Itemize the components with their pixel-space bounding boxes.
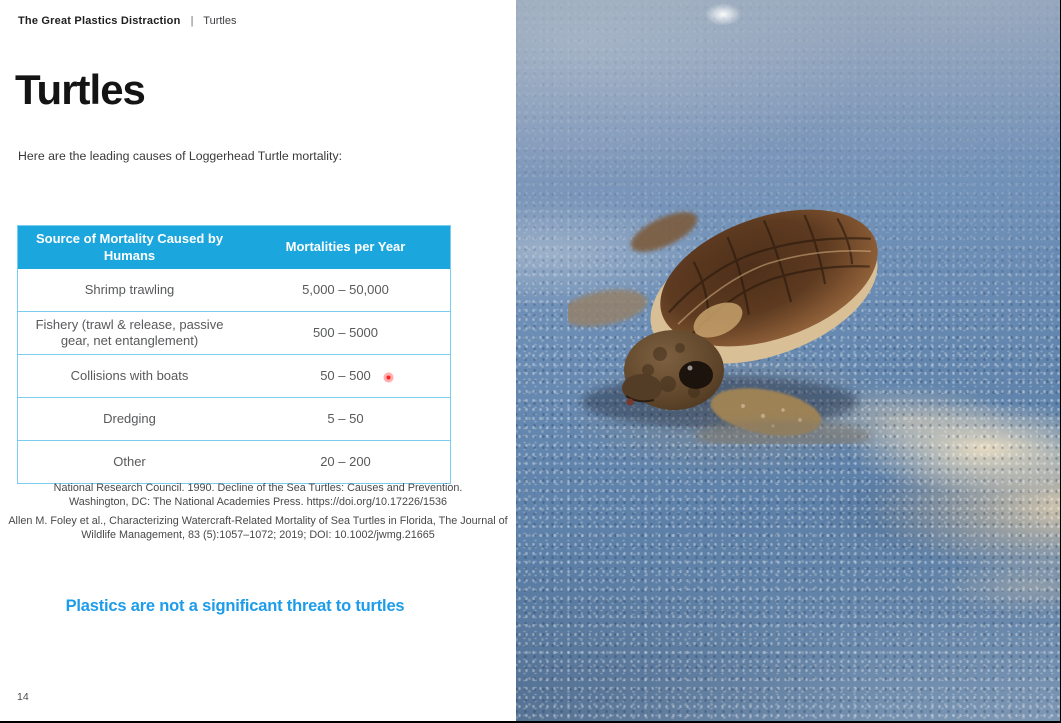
breadcrumb [18,15,237,27]
cell-mortalities: 50 – 500 [320,368,371,384]
turtle-illustration [568,178,908,444]
intro-text: Here are the leading causes of Loggerhead Turtle mortality: [18,149,343,163]
chapter-name: Turtles [203,15,237,27]
page-title: Turtles [15,66,145,113]
mortality-table [17,225,451,484]
key-message: Plastics are not a significant threat to turtles [65,597,405,615]
table-row [18,269,450,311]
turtle-eye [679,361,713,389]
table-row [18,311,450,354]
turtle-beak-spot [627,399,634,406]
turtle-left-flipper [568,284,650,333]
cell-mortalities: 500 – 5000 [312,325,379,341]
cell-source: Dredging [103,411,156,427]
turtle-eye-highlight [688,366,693,371]
booklet-title: The Great Plastics Distraction [18,15,181,27]
breadcrumb-separator: | [190,15,194,27]
cell-source: Collisions with boats [70,368,189,384]
table-header-row [18,226,450,269]
photo-baby-sea-turtle [516,0,1061,723]
citations [0,481,516,547]
cell-mortalities: 5,000 – 50,000 [302,282,389,298]
table-row [18,397,450,440]
cell-mortalities: 5 – 50 [327,411,364,427]
column-header-source: Source of Mortality Caused by Humans [35,231,224,263]
page-number: 14 [17,691,29,703]
cell-mortalities: 20 – 200 [320,454,371,470]
citation: National Research Council. 1990. Decline of the Sea Turtles: Causes and Prevention. Washington, DC: The National Academies Press. https://doi.org/10.17226/1536 [53,482,463,509]
cell-source: Shrimp trawling [84,282,175,298]
turtle-rear-flipper [625,204,702,260]
citation: Allen M. Foley et al., Characterizing Watercraft-Related Mortality of Sea Turtles in Florida, The Journal of Wildlife Management, 83 (5):1057–1072; 2019; DOI: 10.1002/jwmg.21665 [8,515,508,542]
text-panel [0,0,516,723]
cell-source: Fishery (trawl & release, passive gear, net entanglement) [35,317,224,348]
click-indicator-dot [383,372,394,383]
table-row [18,440,450,483]
cell-source: Other [113,454,146,470]
column-header-mortalities: Mortalities per Year [285,239,406,255]
